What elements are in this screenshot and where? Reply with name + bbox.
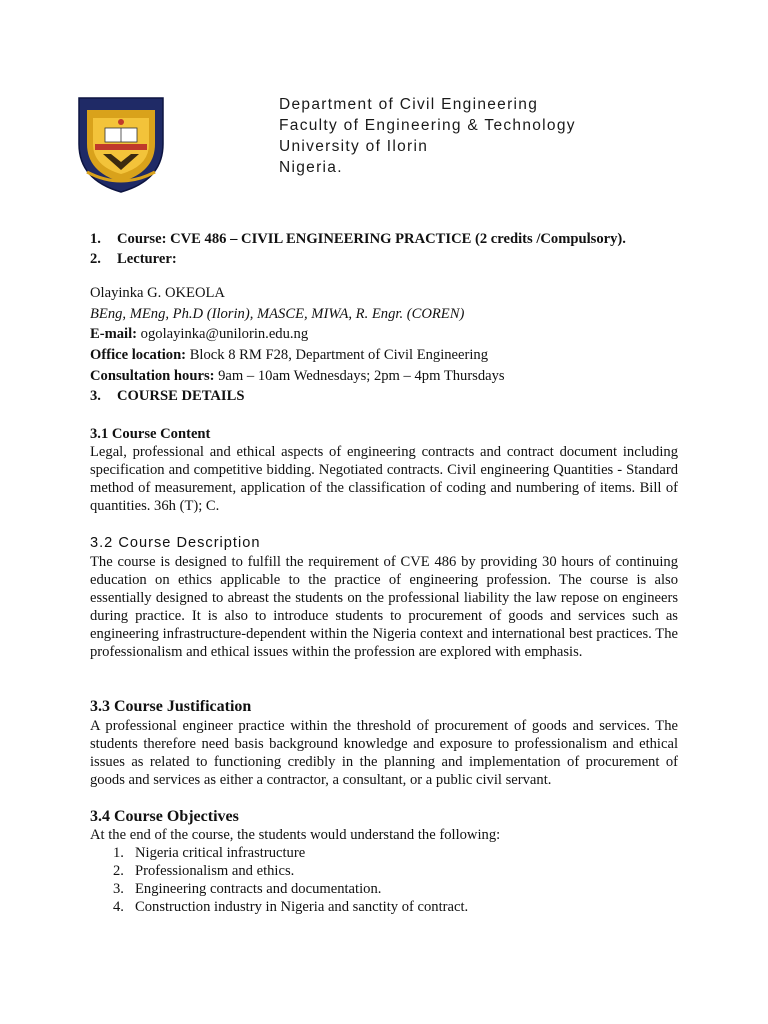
list-number: 1.: [113, 845, 124, 861]
course-objectives-heading: 3.4 Course Objectives: [90, 808, 239, 825]
hours-label: Consultation hours:: [90, 368, 215, 384]
section-title: COURSE DETAILS: [117, 388, 245, 404]
list-text: Engineering contracts and documentation.: [135, 881, 382, 897]
lecturer-heading: Lecturer:: [117, 251, 177, 267]
list-number: 3.: [113, 881, 124, 897]
course-justification-text: A professional engineer practice within the threshold of procurement of goods and services. The students therefore need basis background knowledge and exposure to professionalism and ethical issues as related to functioning credibly in the planning and implementation of procurement of goods and services as either a contractor, a consultant, or a public civil servant.: [90, 718, 678, 788]
item-number: 3.: [90, 388, 101, 404]
office-label: Office location:: [90, 347, 187, 363]
item-number: 1.: [90, 231, 101, 247]
country-name: Nigeria.: [279, 159, 343, 176]
faculty-name: Faculty of Engineering & Technology: [279, 117, 576, 134]
course-description-text: The course is designed to fulfill the requirement of CVE 486 by providing 30 hours of continuing education on ethics applicable to the practice of engineering profession. The course is also essentially designed to abreast the students on the professional liability the law repose on engineers during practice. It is also to introduce students to procurement of goods and services such as engineering infrastructure-dependent within the Nigeria context and international best practices. The professionalism and ethical issues within the profession are explored with emphasis.: [90, 554, 678, 660]
lecturer-name: Olayinka G. OKEOLA: [90, 285, 225, 301]
university-crest-logo: [73, 92, 169, 196]
item-number: 2.: [90, 251, 101, 267]
list-item: [113, 899, 468, 916]
course-justification-heading: 3.3 Course Justification: [90, 698, 252, 715]
course-description-heading: 3.2 Course Description: [90, 535, 261, 551]
office-line: [90, 347, 488, 364]
lecturer-line: [90, 251, 177, 268]
email-line: [90, 326, 308, 343]
list-text: Construction industry in Nigeria and sanctity of contract.: [135, 899, 469, 915]
list-item: [113, 863, 294, 880]
department-name: Department of Civil Engineering: [279, 96, 539, 113]
objectives-intro: At the end of the course, the students would understand the following:: [90, 827, 501, 843]
lecturer-credentials: BEng, MEng, Ph.D (Ilorin), MASCE, MIWA, R. Engr. (COREN): [90, 306, 465, 322]
course-content-text: Legal, professional and ethical aspects of engineering contracts and contract document including specification and competitive bidding. Negotiated contracts. Civil engineering Quantities - Standard method of measurement, application of the classification of coding and numbering of items. Bill of quantities. 36h (T); C.: [90, 444, 678, 514]
hours-line: [90, 368, 505, 385]
list-number: 4.: [113, 899, 124, 915]
hours-value: 9am – 10am Wednesdays; 2pm – 4pm Thursdays: [214, 368, 505, 384]
list-item: [113, 845, 305, 862]
list-item: [113, 881, 381, 898]
course-content-heading: 3.1 Course Content: [90, 426, 211, 442]
office-value: Block 8 RM F28, Department of Civil Engineering: [186, 347, 489, 363]
email-link[interactable]: ogolayinka@unilorin.edu.ng: [137, 326, 309, 342]
list-text: Nigeria critical infrastructure: [135, 845, 306, 861]
course-details-heading: [90, 388, 244, 405]
list-text: Professionalism and ethics.: [135, 863, 295, 879]
university-name: University of Ilorin: [279, 138, 429, 155]
email-label: E-mail:: [90, 326, 138, 342]
list-number: 2.: [113, 863, 124, 879]
course-line: [90, 231, 626, 248]
institution-header: [279, 94, 576, 178]
course-title: Course: CVE 486 – CIVIL ENGINEERING PRACTICE (2 credits /Compulsory).: [117, 231, 626, 247]
